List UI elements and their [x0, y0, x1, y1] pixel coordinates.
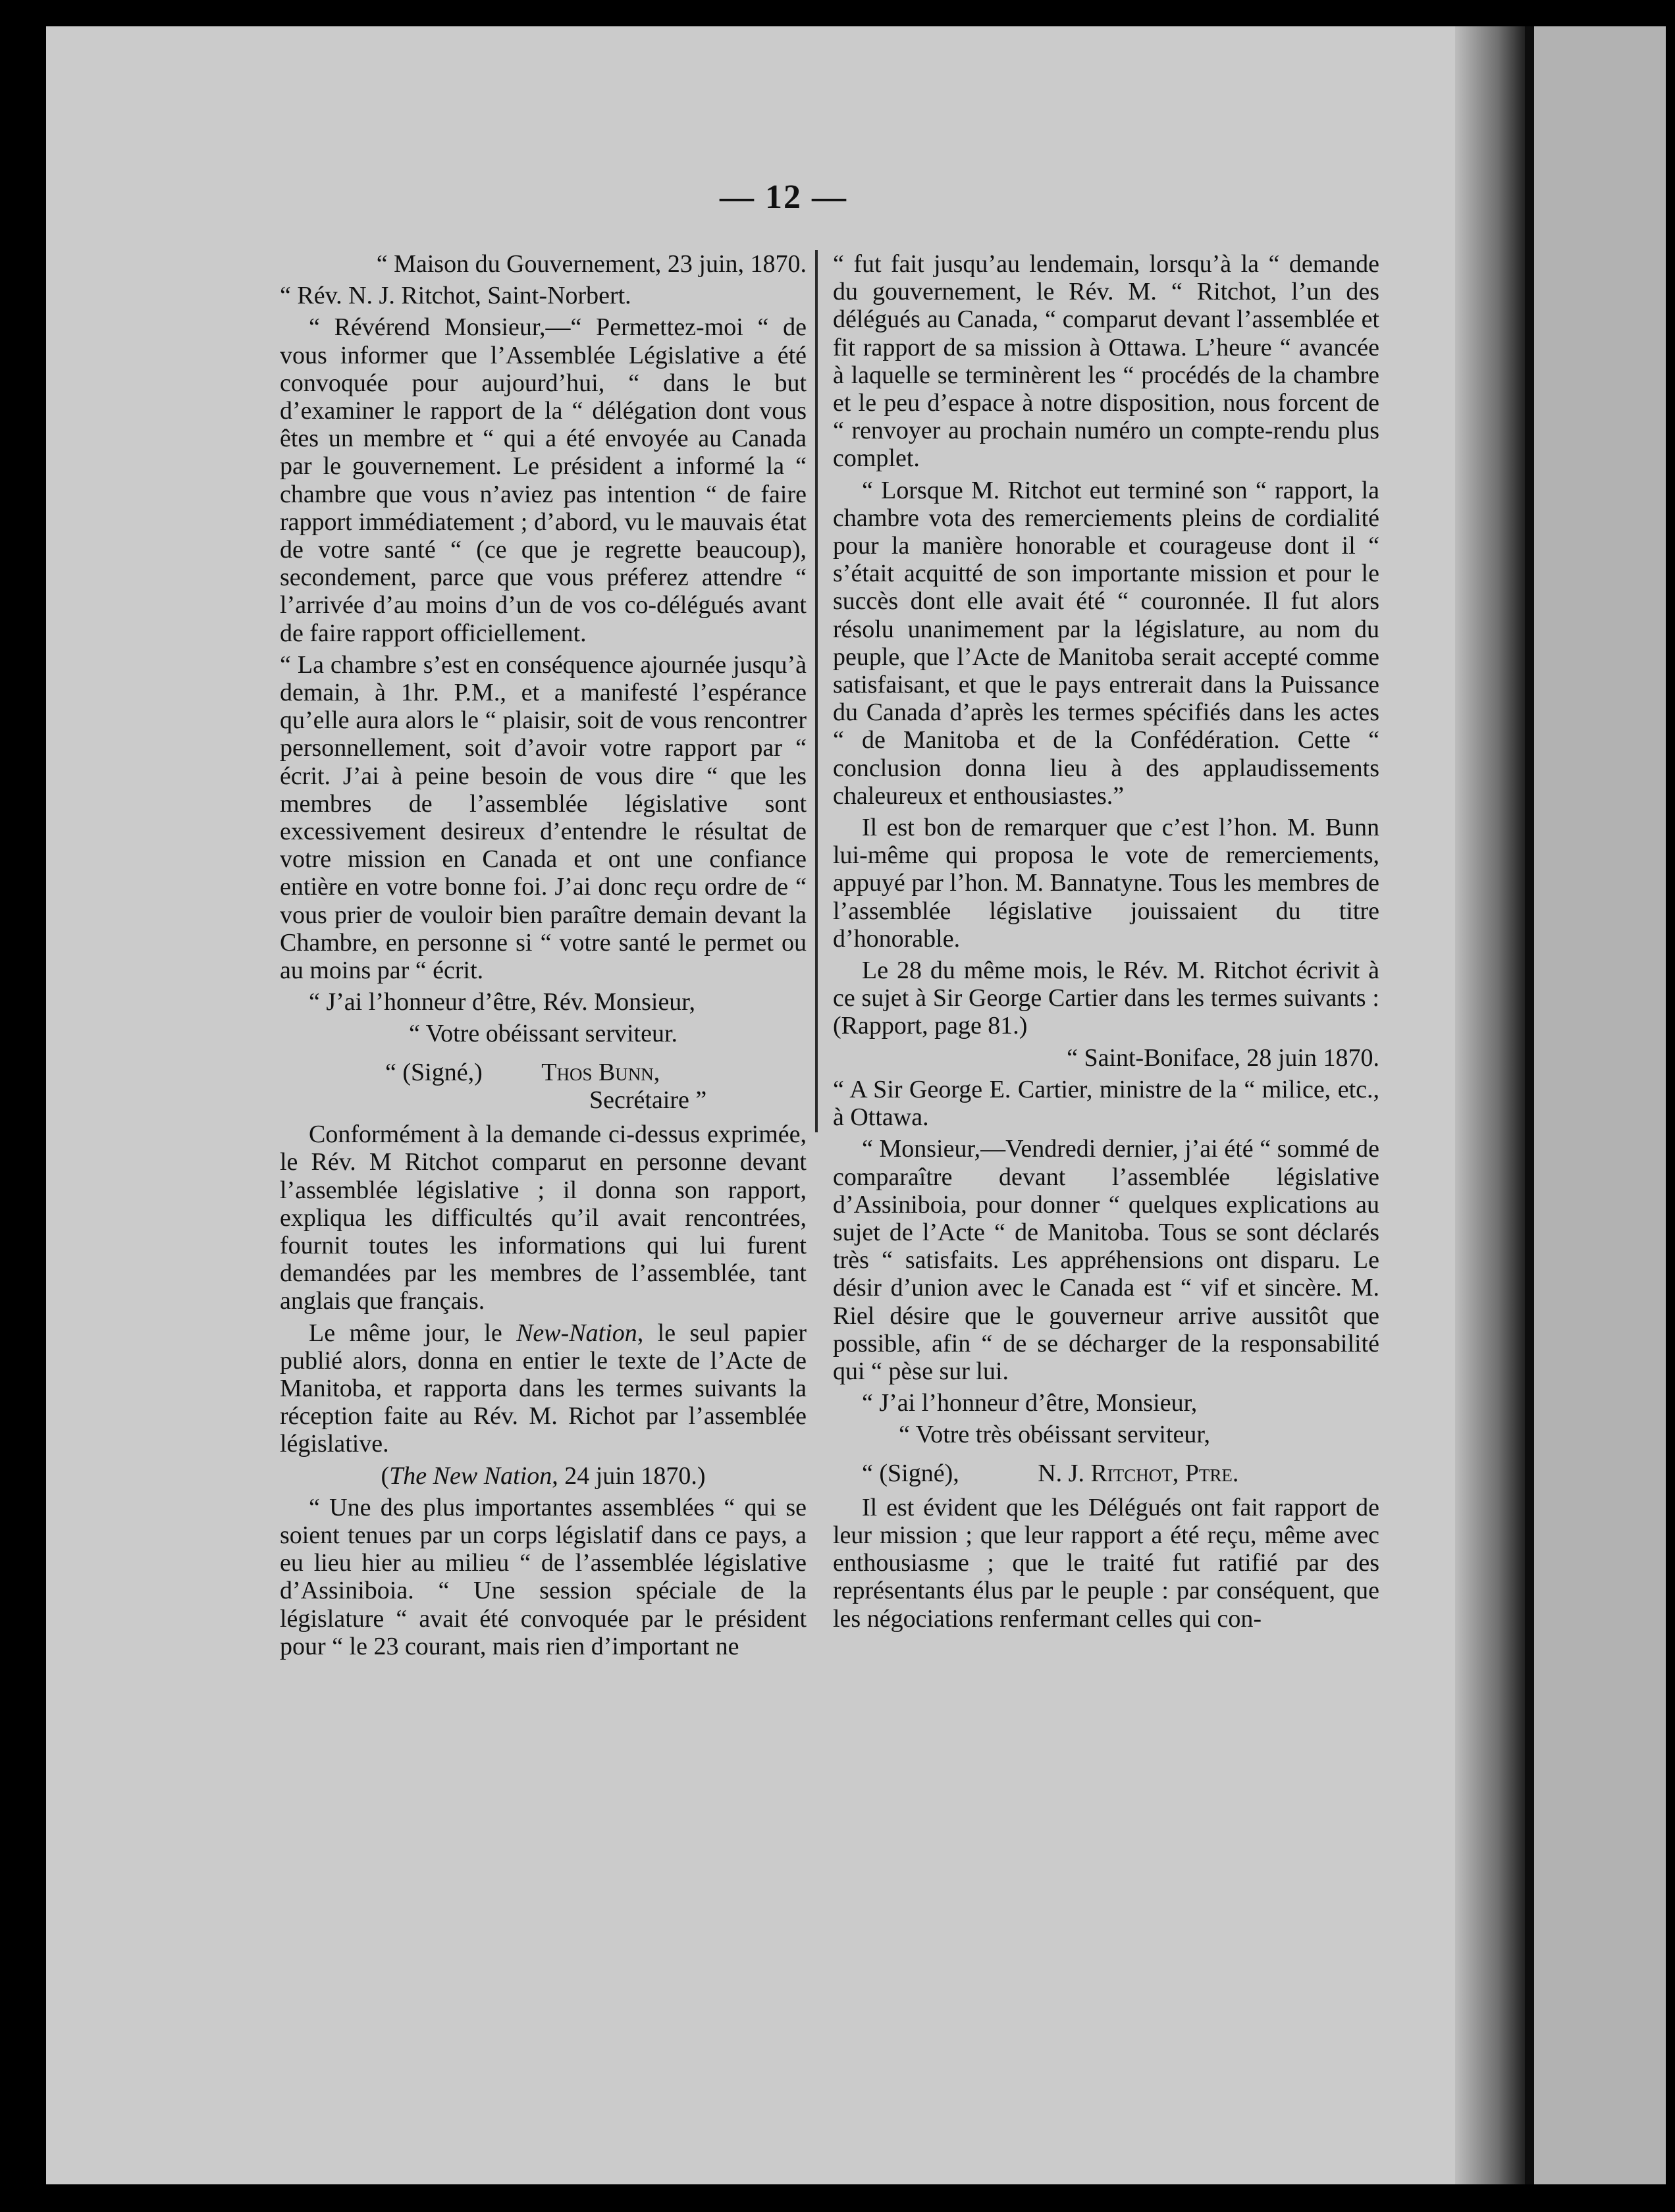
letter-closing-2: “ Votre obéissant serviteur. — [408, 1020, 678, 1048]
letter2-signature — [833, 1460, 1379, 1487]
left-column — [280, 250, 807, 1664]
letter2-closing-1: “ J’ai l’honneur d’être, Monsieur, — [862, 1389, 1198, 1417]
source-citation — [280, 1462, 807, 1490]
para-2-start: Le même jour, le — [309, 1319, 517, 1347]
letter-addressee: “ Rév. N. J. Ritchot, Saint-Norbert. — [280, 282, 631, 310]
signature-block — [280, 1059, 807, 1114]
new-nation-title: New-Nation — [516, 1319, 637, 1347]
letter-body-2: “ La chambre s’est en conséquence ajournée jusqu’à demain, à 1hr. P.M., et a manifesté l’espérance qu’elle aura alors le “ plaisir, soit de vous rencontrer personnellement, soit d’avoir votre rapport par “ écrit. J’ai à peine besoin de vous dire “ que les membres de l’assemblée législative sont excessivement desireux d’entendre le résultat de votre mission en Canada et ont une confiance entière en votre bonne foi. J’ai donc reçu ordre de “ vous prier de vouloir bien paraître demain devant la Chambre, en personne si “ votre santé le permet ou au moins par “ écrit. — [280, 650, 807, 985]
source-open: ( — [381, 1462, 390, 1490]
letter-body-1: “ Révérend Monsieur,—“ Permettez-moi “ de vous informer que l’Assemblée Législative a été convoquée pour aujourd’hui, “ dans le but d’examiner le rapport de la “ délégation dont vous êtes un membre et “ qui a été envoyée au Canada par le gouvernement. Le président a informé la “ chambre que vous n’aviez pas intention “ de faire rapport immédiatement ; d’abord, vu le mauvais état de votre santé “ (ce que je regrette beaucoup), secondement, parce que vous préferez attendre “ l’arrivée d’au moins d’un de vos co-délégués avant de faire rapport officiellement. — [280, 313, 807, 647]
source-date: , 24 juin 1870.) — [552, 1462, 706, 1490]
paragraph-new-nation — [280, 1319, 807, 1458]
adjacent-page-edge — [1534, 26, 1666, 2184]
letter2-signed-label: “ (Signé), — [862, 1459, 959, 1487]
paragraph-bunn: Il est bon de remarquer que c’est l’hon. M. Bunn lui-même qui proposa le vote de remerciements, appuyé par l’hon. M. Bannatyne. Tous les membres de l’assemblée législative jouissaient du titre d’honorable. — [833, 814, 1379, 953]
paragraph-28-juin: Le 28 du même mois, le Rév. M. Ritchot écrivit à ce sujet à Sir George Cartier dans les termes suivants : (Rapport, page 81.) — [833, 957, 1379, 1040]
paragraph-conclusion: Il est évident que les Délégués ont fait rapport de leur mission ; que leur rapport a été reçu, même avec enthousiasme ; que le traité fut ratifié par des représentants élus par le peuple : par conséquent, que les négociations renfermant celles qui con- — [833, 1493, 1379, 1633]
letter2-signer: N. J. Ritchot, Ptre. — [1038, 1459, 1239, 1487]
letter2-place-date: “ Saint-Boniface, 28 juin 1870. — [1067, 1043, 1379, 1072]
signer-name: Thos Bunn, — [541, 1058, 660, 1086]
page-number: — 12 — — [720, 178, 847, 216]
page-gutter-shadow — [1455, 26, 1528, 2184]
signer-title: Secrétaire ” — [589, 1086, 707, 1114]
letter-closing-1: “ J’ai l’honneur d’être, Rév. Monsieur, — [309, 988, 695, 1016]
letter2-body: “ Monsieur,—Vendredi dernier, j’ai été “ sommé de comparaître devant l’assemblée législative d’Assiniboia, pour donner “ quelques explications au sujet de l’Acte “ de Manitoba. Tous se sont déclarés très “ satisfaits. Les appréhensions ont disparu. Le désir d’union avec le Canada est “ vif et sincère. M. Riel désire que le gouverneur arrive aussitôt que possible, afin “ de se décharger de la responsabilité qui “ pèse sur lui. — [833, 1135, 1379, 1385]
quote-continuation: “ fut fait jusqu’au lendemain, lorsqu’à la “ demande du gouvernement, le Rév. M. “ Ritchot, l’un des délégués au Canada, “ comparut devant l’assemblée et fit rapport de sa mission à Ottawa. L’heure “ avancée à laquelle se terminèrent les “ procédés de la chambre et le peu d’espace à notre disposition, nous forcent de “ renvoyer au prochain numéro un compte-rendu plus complet. — [833, 250, 1379, 473]
source-title: The New Nation — [389, 1462, 552, 1490]
letter2-addressee: “ A Sir George E. Cartier, ministre de la “ milice, etc., à Ottawa. — [833, 1075, 1379, 1132]
paragraph-conformement: Conformément à la demande ci-dessus exprimée, le Rév. M Ritchot comparut en personne devant l’assemblée législative ; il donna son rapport, expliqua les difficultés qu’il avait rencontrées, fournit toutes les informations qui lui furent demandées par les membres de l’assemblée, tant anglais que français. — [280, 1120, 807, 1315]
quote-part-2: “ Lorsque M. Ritchot eut terminé son “ rapport, la chambre vota des remerciements pleins de cordialité pour la manière honorable et courageuse dont il “ s’était acquitté de son importante mission et pour le succès dont elle avait été “ couronnée. Il fut alors résolu unanimement par la législature, au nom du peuple, que l’Acte de Manitoba serait accepté comme satisfaisant, et que le pays entrerait dans la Puissance du Canada d’après les termes spécifiés dans les actes “ de Manitoba et de la Confédération. Cette “ conclusion donna lieu à des applaudissements chaleureux et enthousiastes.” — [833, 476, 1379, 810]
signed-label: “ (Signé,) — [385, 1058, 483, 1086]
letter-header: “ Maison du Gouvernement, 23 juin, 1870. — [376, 250, 807, 278]
para-2-end: , le seul papier publié alors, donna en entier le texte de l’Acte de Manitoba, et rapporta dans les termes suivants la réception faite au Rév. M. Richot par l’assemblée législative. — [280, 1319, 807, 1458]
column-divider — [815, 250, 818, 1132]
page-crease — [1525, 26, 1534, 2184]
quote-part-1: “ Une des plus importantes assemblées “ qui se soient tenues par un corps législatif dans ce pays, a eu lieu hier au milieu “ de l’assemblée législative d’Assiniboia. “ Une session spéciale de la législature “ avait été convoquée par le président pour “ le 23 courant, mais rien d’important ne — [280, 1493, 807, 1660]
right-column — [833, 250, 1379, 1637]
letter2-closing-2: “ Votre très obéissant serviteur, — [899, 1421, 1211, 1449]
